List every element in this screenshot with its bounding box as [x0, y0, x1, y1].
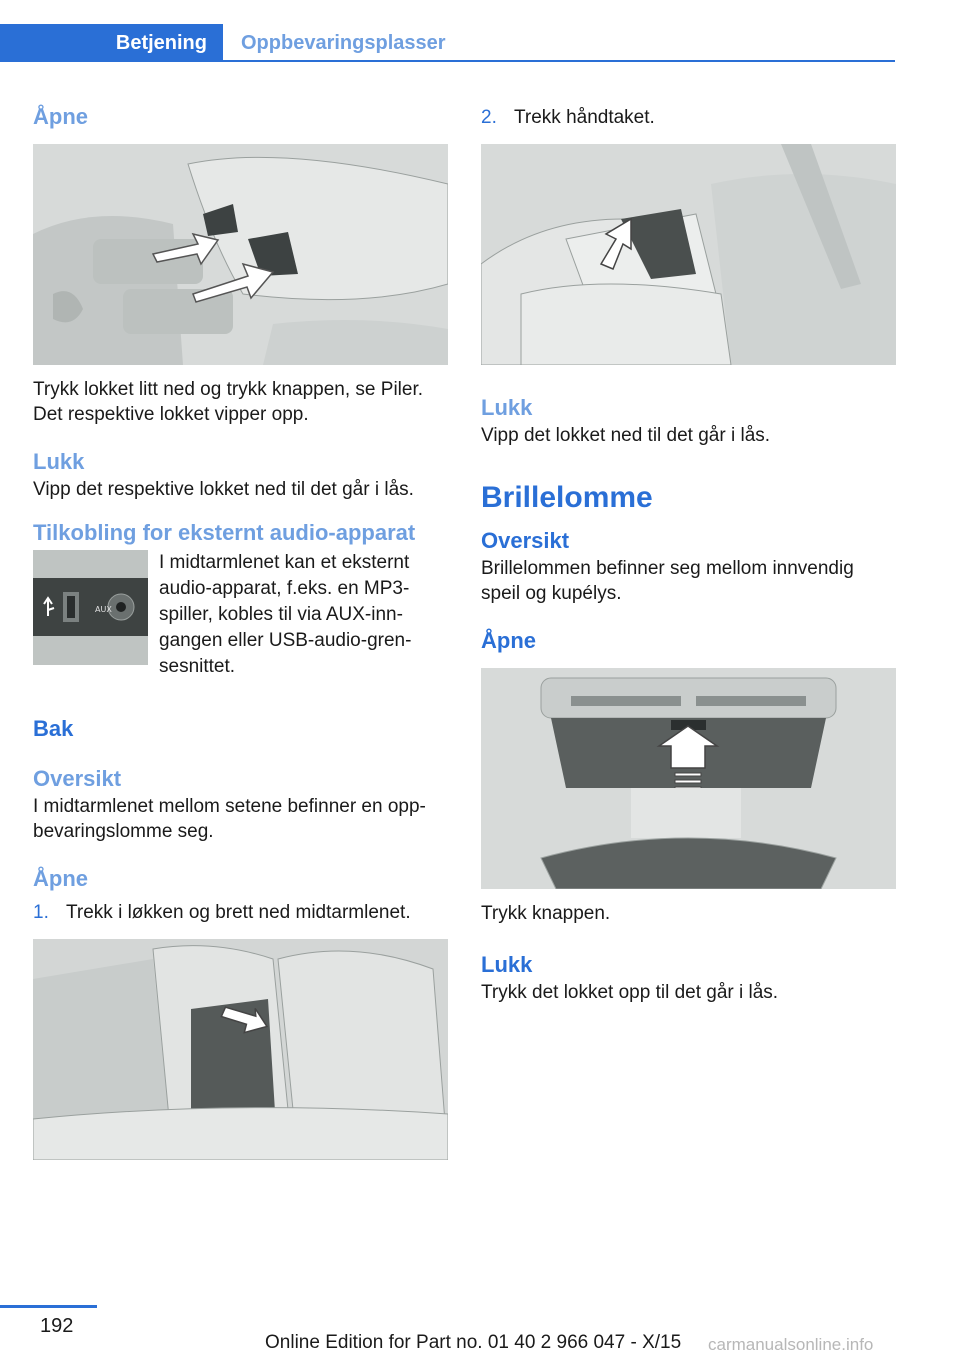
aux-text-line: spiller, kobles til via AUX-inn-: [159, 604, 403, 625]
step-text: Trekk håndtaket.: [514, 106, 655, 128]
aux-text-line: gangen eller USB-audio-gren-: [159, 630, 412, 651]
left-column: [33, 96, 448, 1160]
aux-text-line: audio-apparat, f.eks. en MP3-: [159, 578, 410, 599]
header-rule: [0, 60, 895, 62]
rear-seat-image: [33, 939, 448, 1160]
heading-overview-glasses: Oversikt: [481, 528, 570, 553]
aux-text-block: [159, 550, 411, 680]
overview-text-2: bevaringslomme seg.: [33, 821, 214, 842]
step-1: [33, 900, 448, 925]
armrest-front-image: [33, 144, 448, 365]
heading-rear: Bak: [33, 716, 74, 741]
open-text-1: Trykk lokket litt ned og trykk knappen, se Piler.: [33, 379, 424, 400]
glasses-compartment-image: [481, 668, 896, 889]
aux-text-line: I midtarmlenet kan et eksternt: [159, 552, 410, 573]
aux-text-line: sesnittet.: [159, 656, 236, 677]
close-text: Vipp det respektive lokket ned til det går i lås.: [33, 479, 414, 500]
step-2: [481, 96, 896, 138]
glasses-open-text: Trykk knappen.: [481, 903, 611, 924]
glasses-close-text: Trykk det lokket opp til det går i lås.: [481, 982, 779, 1003]
heading-close-glasses: Lukk: [481, 952, 533, 977]
glasses-overview-text-1: Brillelommen befinner seg mellom innvendig: [481, 558, 854, 579]
heading-close: Lukk: [33, 449, 85, 474]
heading-aux: Tilkobling for eksternt audio-apparat: [33, 520, 416, 545]
svg-text:AUX: AUX: [95, 605, 112, 614]
glasses-overview-text-2: speil og kupélys.: [481, 583, 622, 604]
edition-text: Online Edition for Part no. 01 40 2 966 047 - X/15: [265, 1332, 682, 1353]
heading-open-glasses: Åpne: [481, 628, 536, 653]
step-number: 1.: [33, 902, 49, 923]
aux-usb-image: [33, 550, 148, 665]
tab-betjening[interactable]: Betjening: [0, 24, 223, 62]
open-text-2: Det respektive lokket vipper opp.: [33, 404, 309, 425]
heading-overview: Oversikt: [33, 766, 122, 791]
heading-glasses: Brillelomme: [481, 481, 653, 514]
step-number: 2.: [481, 106, 497, 128]
heading-open-rear: Åpne: [33, 866, 88, 891]
page-number: 192: [40, 1315, 74, 1337]
overview-text-1: I midtarmlenet mellom setene befinner en opp-: [33, 796, 426, 817]
close-rear-text: Vipp det lokket ned til det går i lås.: [481, 425, 771, 446]
right-column: [481, 96, 896, 1005]
heading-close-rear: Lukk: [481, 395, 533, 420]
tab-oppbevaringsplasser[interactable]: Oppbevaringsplasser: [241, 31, 446, 54]
watermark: carmanualsonline.info: [708, 1335, 874, 1354]
page-rule: [0, 1305, 97, 1308]
step-text: Trekk i løkken og brett ned midtarmlenet.: [66, 902, 411, 923]
armrest-rear-image: [481, 144, 896, 365]
heading-open: Åpne: [33, 104, 88, 129]
